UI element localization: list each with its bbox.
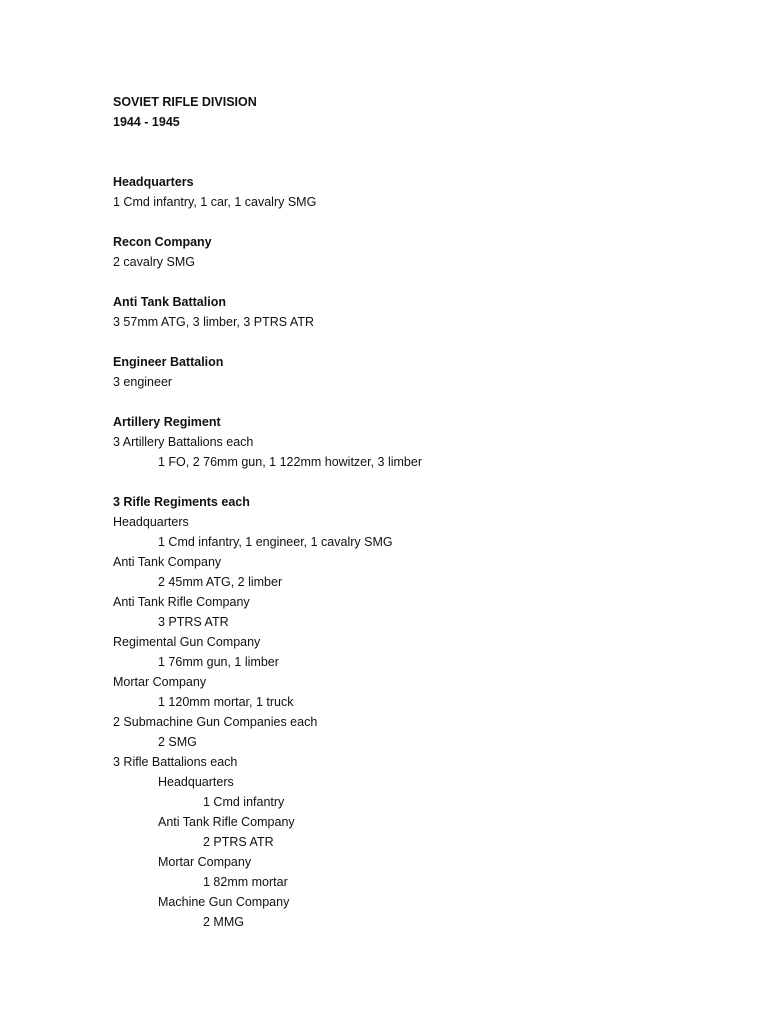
regiment-mortar-content: 1 120mm mortar, 1 truck <box>158 695 294 709</box>
spacer <box>113 332 713 352</box>
section-heading-headquarters: Headquarters <box>113 175 194 189</box>
regiment-at-rifle-content: 3 PTRS ATR <box>158 615 229 629</box>
section-heading-engineer-battalion: Engineer Battalion <box>113 355 224 369</box>
spacer <box>113 472 713 492</box>
regiment-smg-content: 2 SMG <box>158 735 197 749</box>
spacer <box>113 272 713 292</box>
regiment-at-rifle-label: Anti Tank Rifle Company <box>113 595 250 609</box>
artillery-battalions-label: 3 Artillery Battalions each <box>113 435 254 449</box>
headquarters-content: 1 Cmd infantry, 1 car, 1 cavalry SMG <box>113 195 317 209</box>
regiment-at-company-content: 2 45mm ATG, 2 limber <box>158 575 283 589</box>
regiment-gun-company-label: Regimental Gun Company <box>113 635 261 649</box>
regiment-hq-label: Headquarters <box>113 515 189 529</box>
battalion-at-rifle-content: 2 PTRS ATR <box>203 835 274 849</box>
battalion-mg-content: 2 MMG <box>203 915 244 929</box>
section-heading-rifle-regiments: 3 Rifle Regiments each <box>113 495 250 509</box>
section-heading-artillery-regiment: Artillery Regiment <box>113 415 221 429</box>
battalion-hq-content: 1 Cmd infantry <box>203 795 285 809</box>
battalion-hq-label: Headquarters <box>158 775 234 789</box>
engineer-battalion-content: 3 engineer <box>113 375 173 389</box>
document-years: 1944 - 1945 <box>113 115 180 129</box>
artillery-battalions-content: 1 FO, 2 76mm gun, 1 122mm howitzer, 3 limber <box>158 455 422 469</box>
section-heading-recon: Recon Company <box>113 235 212 249</box>
battalion-mortar-label: Mortar Company <box>158 855 252 869</box>
spacer <box>113 392 713 412</box>
battalion-at-rifle-label: Anti Tank Rifle Company <box>158 815 295 829</box>
document-title: SOVIET RIFLE DIVISION <box>113 95 257 109</box>
regiment-gun-company-content: 1 76mm gun, 1 limber <box>158 655 279 669</box>
recon-content: 2 cavalry SMG <box>113 255 195 269</box>
spacer <box>113 132 713 172</box>
battalion-mg-label: Machine Gun Company <box>158 895 290 909</box>
regiment-at-company-label: Anti Tank Company <box>113 555 222 569</box>
regiment-mortar-label: Mortar Company <box>113 675 207 689</box>
spacer <box>113 212 713 232</box>
regiment-smg-label: 2 Submachine Gun Companies each <box>113 715 318 729</box>
battalion-mortar-content: 1 82mm mortar <box>203 875 288 889</box>
anti-tank-battalion-content: 3 57mm ATG, 3 limber, 3 PTRS ATR <box>113 315 314 329</box>
section-heading-anti-tank-battalion: Anti Tank Battalion <box>113 295 226 309</box>
regiment-hq-content: 1 Cmd infantry, 1 engineer, 1 cavalry SMG <box>158 535 393 549</box>
document-page <box>113 92 713 932</box>
rifle-battalions-label: 3 Rifle Battalions each <box>113 755 238 769</box>
